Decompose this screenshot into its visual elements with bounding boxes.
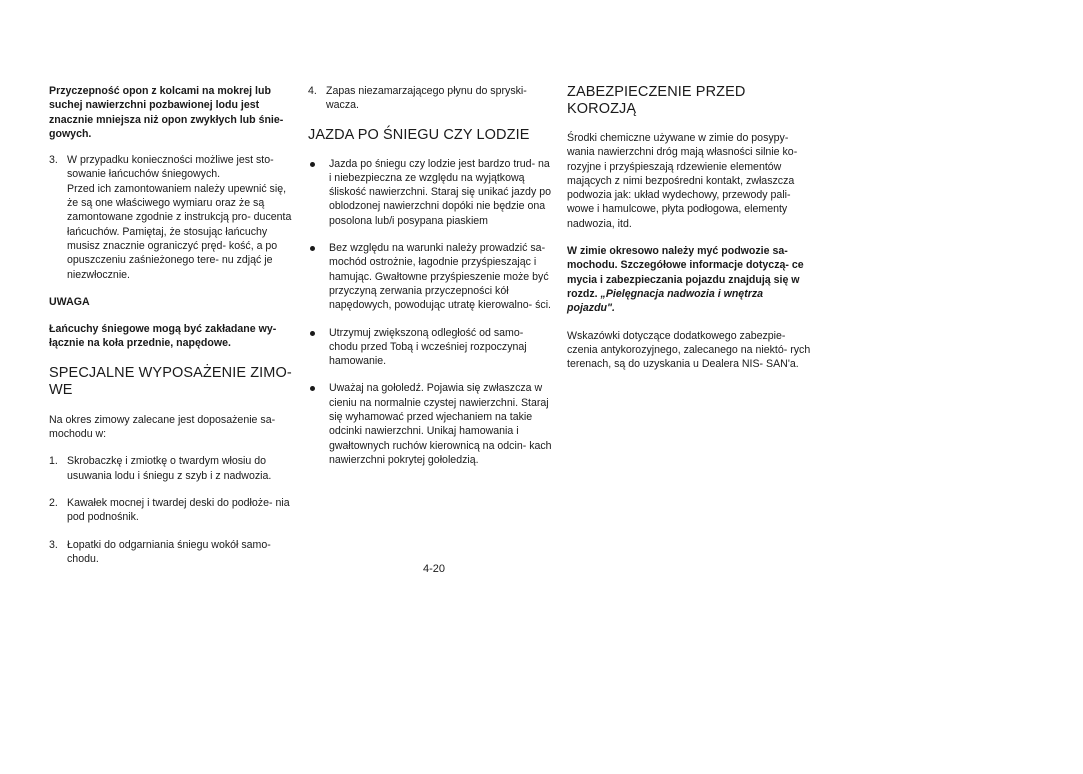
item-text: Zapas niezamarzającego płynu do spryski- wacza. xyxy=(326,85,527,112)
column-left xyxy=(49,84,292,566)
item-text: W przypadku konieczności możliwe jest sto- sowanie łańcuchów śniegowych. xyxy=(67,154,274,181)
list-item xyxy=(49,538,292,567)
paragraph: Wskazówki dotyczące dodatkowego zabezpie- czenia antykorozyjnego, zalecanego na niektó- rych terenach, są do uzyskania u Dealera NIS- SAN'a. xyxy=(567,329,811,371)
list-item xyxy=(49,496,292,525)
bullet-item xyxy=(308,326,553,369)
bullet-text: Uważaj na gołoledź. Pojawia się zwłaszcza w cieniu na normalnie czystej nawierzchni. Staraj się wyhamować przed wjechaniem na takie odcinki nawierzchni. Unikaj hamowania i gwałtownych ruchów kierownicą na odcin- kach nawierzchni pokrytej gołoledzią. xyxy=(329,382,552,466)
item-text: Kawałek mocnej i twardej deski do podłoże- nia pod podnośnik. xyxy=(67,496,290,524)
washing-instruction-text: W zimie okresowo należy myć podwozie sa- mochodu. Szczegółowe informacje dotyczą- ce mycia i zabezpieczania pojazdu znajdują się w rozdz. xyxy=(567,245,804,300)
chapter-reference: „Pielęgnacja nadwozia i wnętrza pojazdu". xyxy=(567,287,764,315)
bullet-text: Utrzymuj zwiększoną odległość od samo- chodu przed Tobą i wcześniej rozpoczynaj hamowanie. xyxy=(329,326,527,368)
list-item xyxy=(308,84,553,113)
item-number: 3. xyxy=(49,538,58,551)
item-number: 2. xyxy=(49,496,58,509)
item-text: Łopatki do odgarniania śniegu wokół samo- chodu. xyxy=(67,538,271,565)
studded-tires-warning: Przyczepność opon z kolcami na mokrej lub suchej nawierzchni pozbawionej lodu jest znacznie mniejsza niż opon zwykłych lub śnie- gowych. xyxy=(49,85,284,140)
list-item xyxy=(49,153,292,282)
bullet-item xyxy=(308,241,553,312)
bullet-icon xyxy=(310,162,315,167)
note-label: UWAGA xyxy=(49,295,90,308)
bullet-text: Bez względu na warunki należy prowadzić sa- mochód ostrożnie, łagodnie przyśpieszając i hamując. Gwałtowne przyśpieszenie może być przyczyną zerwania przyczepności kół napędowych, powodując utratę kierowalno- ści. xyxy=(329,242,552,312)
item-number: 1. xyxy=(49,455,58,468)
item-number: 3. xyxy=(49,154,58,167)
section-heading-winter-equipment: SPECJALNE WYPOSAŻENIE ZIMO- WE xyxy=(49,364,292,398)
bullet-icon xyxy=(310,386,315,391)
paragraph: Środki chemiczne używane w zimie do posypy- wania nawierzchni dróg mają własności silnie ko- rozyjne i przyśpieszają rdzewienie elementów mających z nimi bezpośredni kontakt, zwłaszcza podwozia jak: układ wydechowy, przewody pali- wowe i hamulcowe, płyta podłogowa, elementy nadwozia, itd. xyxy=(567,132,798,230)
bullet-text: Jazda po śniegu czy lodzie jest bardzo trud- na i niebezpieczna ze względu na wyjątkową śliskość nawierzchni. Staraj się unikać jazdy po oblodzonej nawierzchni dopóki nie będzie ona posolona lub/i posypana piaskiem xyxy=(329,157,551,227)
washing-instruction xyxy=(567,244,812,315)
column-right xyxy=(567,84,812,371)
note-text: Łańcuchy śniegowe mogą być zakładane wy- łącznie na koła przednie, napędowe. xyxy=(49,323,277,350)
item-number: 4. xyxy=(308,85,317,97)
list-item xyxy=(49,454,292,483)
paragraph: Na okres zimowy zalecane jest doposażenie sa- mochodu w: xyxy=(49,413,276,441)
column-middle xyxy=(308,84,553,467)
bullet-item xyxy=(308,381,553,467)
item-text: Skrobaczkę i zmiotkę o twardym włosiu do usuwania lodu i śniegu z szyb i z nadwozia. xyxy=(67,455,272,482)
section-heading-corrosion-protection: ZABEZPIECZENIE PRZED KOROZJĄ xyxy=(567,84,746,117)
item-text-continued: Przed ich zamontowaniem należy upewnić się, że są one właściwego wymiaru oraz że są zamontowane zgodnie z instrukcją pro- ducenta łańcuchów. Pamiętaj, że stosując łańcuchy musisz znacznie ograniczyć pręd- kość, a po opuszczeniu zaśnieżonego tere- nu zdjąć je niezwłocznie. xyxy=(67,182,292,281)
bullet-icon xyxy=(310,331,315,336)
section-heading-snow-ice-driving: JAZDA PO ŚNIEGU CZY LODZIE xyxy=(308,126,530,143)
page-number: 4-20 xyxy=(423,563,446,575)
bullet-item xyxy=(308,157,553,228)
bullet-icon xyxy=(310,246,315,251)
